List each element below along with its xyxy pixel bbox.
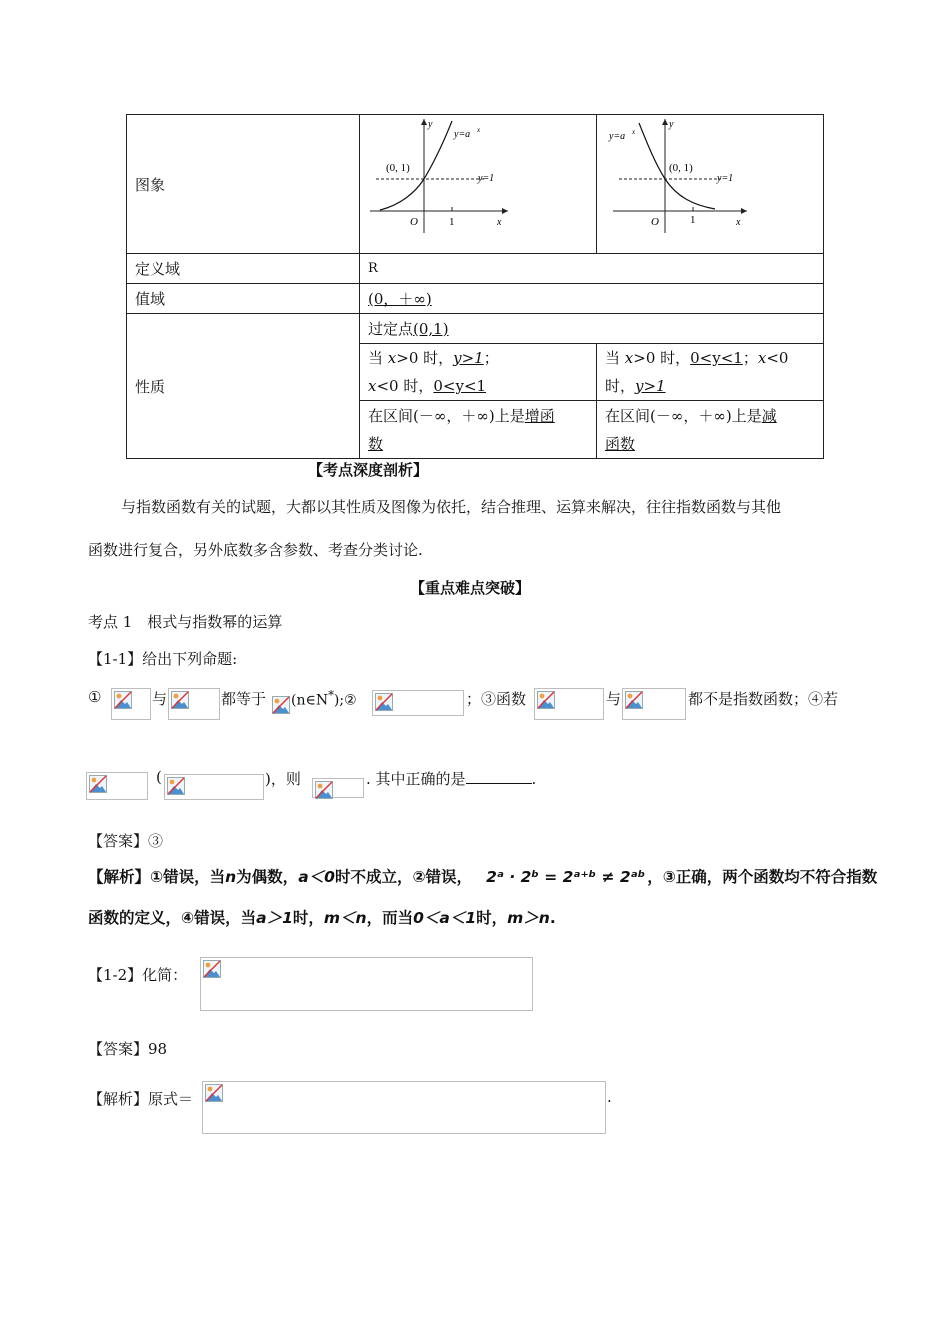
broken-image <box>164 774 264 800</box>
clause-not-exponential: 都不是指数函数；④若 <box>688 690 839 708</box>
n-in-N-star: (n∈N*);② <box>291 688 357 709</box>
increasing-condition-cell: 当 x>0 时，y>1； x<0 时，0<y<1 <box>360 344 597 401</box>
broken-image-icon <box>171 691 189 709</box>
broken-image-icon <box>537 691 555 709</box>
svg-text:(0, 1): (0, 1) <box>669 162 693 174</box>
broken-image-icon <box>203 960 221 978</box>
svg-text:x: x <box>497 217 502 228</box>
row-label-range: 值域 <box>127 284 360 314</box>
q1-1-analysis-line-1: 【解析】①错误，当n为偶数，a＜0时不成立，②错误， 2ᵃ · 2ᵇ = 2ᵃ⁺ᵇ ≠ 2ᵃᵇ ，③正确，两个函数均不符合指数 <box>88 868 878 886</box>
broken-image-icon <box>89 775 107 793</box>
broken-image <box>312 778 364 798</box>
broken-image <box>200 957 533 1011</box>
broken-image <box>534 688 604 720</box>
svg-text:y=a: y=a <box>609 131 626 142</box>
svg-text:x: x <box>736 217 741 228</box>
broken-image <box>622 688 686 720</box>
word-yu-2: 与 <box>606 690 622 708</box>
clause-then: )，则 <box>265 770 301 788</box>
svg-text:O: O <box>651 216 659 228</box>
graph-increasing <box>360 115 596 249</box>
svg-text:y=a: y=a <box>454 129 471 140</box>
paragraph-line-1: 与指数函数有关的试题，大都以其性质及图像为依托，结合推理、运算来解决，往往指数函数与其他 <box>121 498 782 516</box>
range-value: (0，＋∞) <box>368 290 432 308</box>
svg-text:y: y <box>428 119 433 130</box>
increasing-monotonic-cell: 在区间(－∞，＋∞)上是增函 数 <box>360 401 597 459</box>
paragraph-line-2: 函数进行复合，另外底数多含参数、考查分类讨论. <box>88 541 423 559</box>
svg-text:1: 1 <box>690 214 696 226</box>
q1-1-title: 【1-1】给出下列命题: <box>88 650 238 668</box>
section-title-analysis: 【考点深度剖析】 <box>308 461 429 479</box>
exp-function-properties-table <box>126 114 824 459</box>
fixed-point-cell: 过定点(0,1) <box>360 314 824 344</box>
paren-open: ( <box>156 768 162 786</box>
q1-2-title: 【1-2】化简： <box>88 966 188 984</box>
graph-increasing-cell <box>360 115 597 254</box>
circled-one: ① <box>88 688 102 706</box>
svg-text:(0, 1): (0, 1) <box>386 162 410 174</box>
svg-text:y=1: y=1 <box>478 173 495 184</box>
clause-which-correct: . 其中正确的是 . <box>366 770 537 788</box>
answer-blank <box>466 769 532 784</box>
row-label-domain: 定义域 <box>127 254 360 284</box>
kaodian-heading: 考点 1 根式与指数幂的运算 <box>88 613 283 631</box>
word-dengyu: 都等于 <box>221 690 267 708</box>
q1-2-answer: 【答案】98 <box>88 1040 168 1058</box>
svg-text:x: x <box>477 126 481 134</box>
domain-value: R <box>360 254 824 284</box>
broken-image <box>111 688 151 720</box>
q1-1-analysis-line-2: 函数的定义，④错误，当a＞1时，m＜n，而当0＜a＜1时，m＞n. <box>88 909 556 927</box>
broken-image <box>168 688 220 720</box>
graph-decreasing <box>597 115 823 249</box>
section-title-key-points: 【重点难点突破】 <box>410 579 531 597</box>
broken-image-icon <box>205 1084 223 1102</box>
broken-image-icon <box>167 777 185 795</box>
row-label-graph: 图象 <box>127 115 360 254</box>
range-value-cell <box>360 284 824 314</box>
svg-text:O: O <box>410 216 418 228</box>
broken-image <box>86 772 148 800</box>
svg-text:y=1: y=1 <box>717 173 734 184</box>
svg-text:1: 1 <box>449 216 455 228</box>
q1-2-period: . <box>607 1088 612 1106</box>
svg-text:x: x <box>632 128 636 136</box>
broken-image-icon <box>114 691 132 709</box>
svg-text:y: y <box>669 119 674 130</box>
graph-decreasing-cell <box>597 115 824 254</box>
broken-image-icon <box>375 693 393 711</box>
q1-1-answer: 【答案】③ <box>88 832 164 850</box>
broken-image-icon <box>625 691 643 709</box>
row-label-properties: 性质 <box>127 314 360 459</box>
broken-image-icon <box>315 781 333 799</box>
broken-image <box>372 690 464 716</box>
decreasing-monotonic-cell: 在区间(－∞，＋∞)上是减 函数 <box>597 401 824 459</box>
broken-image <box>202 1081 606 1134</box>
clause-function-3: ；③函数 <box>466 690 527 708</box>
q1-2-analysis: 【解析】原式＝ <box>88 1090 194 1108</box>
word-yu-1: 与 <box>152 690 168 708</box>
broken-image-icon <box>272 696 290 714</box>
fixed-point-value: (0,1) <box>413 320 449 338</box>
decreasing-condition-cell: 当 x>0 时，0<y<1；x<0 时，y>1 <box>597 344 824 401</box>
